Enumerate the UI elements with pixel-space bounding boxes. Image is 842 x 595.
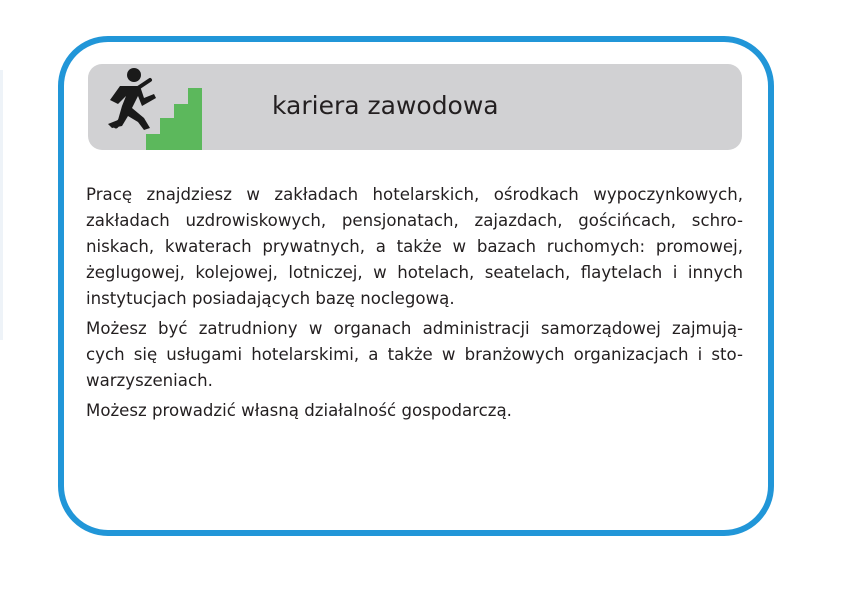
running-figure-icon: [108, 68, 156, 130]
text-line: warzyszeniach.: [86, 371, 213, 390]
text-line: niskach, kwaterach prywatnych, a także w bazach ruchomych: promowej,: [86, 237, 743, 256]
content-body: [86, 182, 743, 428]
text-line: cych się usługami hotelarskimi, a także w branżowych organizacjach i sto-: [86, 345, 743, 364]
text-line: Pracę znajdziesz w zakładach hotelarskich, ośrodkach wypoczynkowych,: [86, 185, 743, 204]
text-line: instytucjach posiadających bazę noclegową.: [86, 289, 455, 308]
text-line: żeglugowej, kolejowej, lotniczej, w hotelach, seatelach, flaytelach i innych: [86, 263, 743, 282]
text-line: Możesz prowadzić własną działalność gospodarczą.: [86, 401, 512, 420]
section-title: kariera zawodowa: [272, 91, 499, 120]
paragraph-own-business: [86, 398, 743, 424]
page-edge-strip: [0, 70, 3, 340]
running-man-stairs-icon: [104, 66, 204, 150]
paragraph-workplaces: [86, 182, 743, 312]
paragraph-administration: [86, 316, 743, 394]
text-line: zakładach uzdrowiskowych, pensjonatach, zajazdach, gościńcach, schro-: [86, 211, 743, 230]
text-line: Możesz być zatrudniony w organach administracji samorządowej zajmują-: [86, 319, 743, 338]
